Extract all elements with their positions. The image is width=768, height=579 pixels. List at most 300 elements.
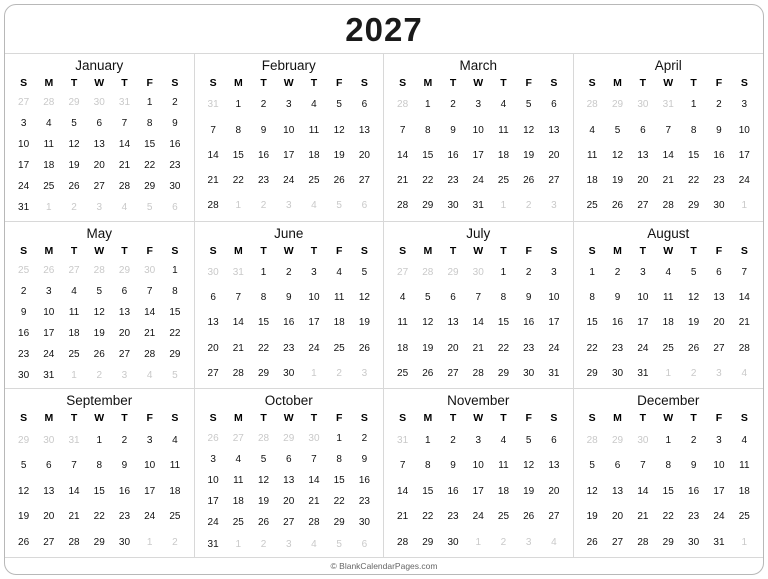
weekday-header: S — [209, 76, 217, 89]
day-cell: 24 — [43, 349, 55, 361]
day-cell-adjacent-month: 30 — [472, 267, 484, 278]
day-cell-adjacent-month: 5 — [146, 202, 153, 214]
day-cell: 19 — [523, 485, 535, 497]
day-cell-adjacent-month: 30 — [308, 432, 320, 444]
day-cell: 16 — [611, 317, 624, 329]
day-cell: 18 — [738, 485, 750, 497]
day-cell: 24 — [637, 342, 649, 354]
weekday-header: S — [20, 76, 28, 89]
day-cell: 12 — [358, 292, 370, 304]
day-cell: 25 — [333, 342, 345, 354]
weekday-header: T — [121, 76, 128, 89]
footer — [5, 557, 763, 574]
week-row — [201, 470, 378, 491]
day-cell: 10 — [472, 460, 484, 472]
day-cell: 27 — [43, 536, 55, 548]
day-cell-adjacent-month: 1 — [311, 367, 317, 379]
day-cell-adjacent-month: 4 — [146, 370, 153, 382]
day-cell: 9 — [525, 292, 532, 304]
day-cell: 6 — [551, 434, 557, 446]
weekday-header: W — [473, 412, 484, 425]
day-cell: 17 — [18, 160, 30, 172]
weekday-header: M — [423, 76, 433, 89]
day-cell-adjacent-month: 6 — [361, 538, 368, 550]
day-cell: 19 — [257, 496, 270, 508]
week-row — [11, 530, 188, 555]
day-cell: 17 — [637, 317, 649, 329]
day-cell: 18 — [662, 317, 674, 329]
weekday-header: S — [740, 244, 748, 257]
day-cell: 20 — [43, 511, 55, 523]
day-cell: 11 — [233, 475, 244, 487]
week-row — [11, 281, 188, 302]
week-row — [390, 143, 567, 168]
day-cell: 29 — [422, 536, 434, 548]
week-rows — [11, 92, 188, 218]
day-cell: 13 — [548, 124, 560, 136]
day-cell: 20 — [283, 496, 295, 508]
day-cell-adjacent-month: 2 — [260, 200, 267, 212]
weekday-header: S — [20, 412, 28, 425]
weekday-header: S — [171, 412, 179, 425]
day-cell: 3 — [741, 99, 748, 111]
day-cell: 8 — [425, 460, 431, 472]
day-cell: 24 — [472, 511, 484, 523]
week-row — [580, 92, 758, 117]
day-cell: 5 — [614, 124, 621, 136]
weekday-header: T — [310, 76, 318, 89]
day-cell: 25 — [232, 517, 244, 529]
weekday-header: W — [663, 244, 674, 257]
weekday-header: M — [423, 244, 433, 257]
day-cell: 15 — [232, 149, 244, 161]
week-row — [11, 323, 188, 344]
day-cell: 19 — [586, 511, 598, 523]
week-row — [390, 336, 567, 361]
week-row — [11, 453, 188, 478]
day-cell: 19 — [422, 342, 434, 354]
day-cell: 15 — [169, 306, 181, 318]
day-cell: 14 — [232, 317, 244, 329]
day-cell: 16 — [18, 328, 30, 339]
day-cell: 21 — [68, 511, 80, 523]
weekday-header: T — [70, 244, 78, 257]
day-cell: 17 — [308, 317, 320, 329]
day-cell: 30 — [358, 517, 370, 529]
day-cell-adjacent-month: 27 — [397, 267, 409, 278]
day-cell: 18 — [232, 496, 244, 508]
day-cell-adjacent-month: 29 — [68, 97, 80, 109]
day-cell: 26 — [333, 175, 345, 187]
month-cell-june — [195, 222, 385, 390]
day-cell: 24 — [144, 511, 156, 523]
week-row — [201, 285, 378, 310]
day-cell: 3 — [551, 267, 557, 278]
day-cell: 19 — [358, 317, 370, 329]
day-cell: 31 — [43, 370, 55, 382]
week-row — [11, 92, 188, 113]
day-cell: 7 — [235, 292, 242, 304]
day-cell: 10 — [43, 306, 55, 318]
day-cell: 25 — [169, 511, 181, 523]
day-cell: 6 — [46, 460, 52, 472]
week-row — [390, 530, 567, 555]
day-cell-adjacent-month: 2 — [172, 536, 178, 548]
day-cell: 28 — [308, 517, 320, 529]
weekday-header: S — [550, 244, 558, 257]
day-cell: 5 — [361, 267, 368, 278]
day-cell: 16 — [169, 139, 181, 151]
day-cell: 4 — [311, 99, 317, 111]
day-cell-adjacent-month: 30 — [43, 434, 55, 446]
month-title: August — [647, 225, 690, 241]
day-cell: 19 — [333, 149, 345, 161]
day-cell: 24 — [472, 175, 484, 187]
weekday-header: M — [613, 244, 622, 257]
weekday-header: M — [233, 76, 243, 89]
weekday-header: F — [335, 412, 343, 425]
week-row — [11, 365, 188, 386]
day-cell: 29 — [93, 536, 105, 548]
day-cell: 16 — [523, 317, 535, 329]
weekday-header: W — [663, 412, 674, 425]
day-cell: 4 — [589, 124, 595, 136]
week-row — [390, 361, 567, 386]
week-row — [390, 311, 567, 336]
day-cell: 23 — [169, 160, 181, 172]
week-row — [580, 428, 758, 453]
week-row — [390, 168, 567, 193]
weekday-header: T — [70, 76, 78, 89]
weekday-header-row — [580, 245, 758, 259]
day-cell-adjacent-month: 3 — [121, 370, 128, 382]
weekday-header: T — [500, 76, 507, 89]
day-cell-adjacent-month: 1 — [475, 536, 482, 548]
day-cell-adjacent-month: 31 — [207, 99, 219, 111]
day-cell-adjacent-month: 29 — [447, 267, 459, 278]
day-cell: 13 — [713, 292, 725, 304]
day-cell-adjacent-month: 25 — [18, 264, 30, 276]
day-cell: 18 — [497, 149, 510, 161]
day-cell: 16 — [358, 475, 370, 487]
weekday-header-row — [201, 412, 378, 426]
day-cell: 4 — [172, 434, 178, 446]
day-cell: 6 — [361, 99, 368, 111]
weekday-header: F — [146, 412, 153, 425]
day-cell: 24 — [548, 342, 560, 354]
day-cell-adjacent-month: 30 — [637, 434, 649, 446]
week-row — [390, 193, 567, 218]
day-cell: 19 — [688, 317, 700, 329]
day-cell: 14 — [637, 485, 649, 497]
day-cell: 11 — [169, 460, 181, 472]
day-cell: 4 — [500, 434, 507, 446]
day-cell: 4 — [500, 99, 507, 111]
day-cell: 18 — [333, 317, 345, 329]
day-cell: 4 — [46, 118, 52, 130]
day-cell: 16 — [283, 317, 295, 329]
day-cell-adjacent-month: 29 — [118, 264, 131, 276]
day-cell: 3 — [311, 267, 317, 278]
day-cell: 28 — [472, 367, 484, 379]
day-cell: 3 — [285, 99, 292, 111]
day-cell: 26 — [422, 367, 434, 379]
day-cell: 7 — [121, 118, 128, 130]
day-cell: 2 — [690, 434, 697, 446]
day-cell: 27 — [548, 175, 560, 187]
weekday-header: T — [690, 244, 697, 257]
month-cell-november — [384, 389, 574, 557]
day-cell: 9 — [614, 292, 621, 304]
day-cell: 10 — [548, 292, 560, 304]
day-cell: 21 — [144, 328, 156, 339]
week-rows — [11, 260, 188, 386]
day-cell: 17 — [207, 496, 219, 508]
weekday-header: F — [525, 76, 532, 89]
week-row — [201, 336, 378, 361]
day-cell: 1 — [500, 267, 507, 278]
weekday-header: S — [360, 412, 368, 425]
footer-credit: © BlankCalendarPages.com — [330, 560, 438, 571]
weekday-header: T — [449, 76, 457, 89]
week-row — [11, 260, 188, 281]
day-cell-adjacent-month: 3 — [285, 200, 292, 212]
week-row — [390, 260, 567, 285]
day-cell: 24 — [18, 181, 30, 193]
weekday-header: S — [550, 412, 558, 425]
day-cell: 15 — [422, 485, 434, 497]
month-cell-october — [195, 389, 385, 557]
day-cell-adjacent-month: 5 — [336, 538, 342, 550]
day-cell-adjacent-month: 3 — [361, 367, 368, 379]
day-cell: 14 — [207, 149, 219, 161]
weekday-header: T — [121, 412, 128, 425]
day-cell-adjacent-month: 26 — [43, 264, 55, 276]
week-row — [580, 168, 758, 193]
day-cell-adjacent-month: 28 — [397, 99, 409, 111]
day-cell: 23 — [713, 175, 725, 187]
day-cell: 29 — [662, 536, 674, 548]
weekday-header: S — [209, 244, 217, 257]
day-cell: 23 — [118, 511, 131, 523]
day-cell: 18 — [397, 342, 409, 354]
day-cell: 17 — [548, 317, 560, 329]
day-cell-adjacent-month: 30 — [93, 97, 105, 109]
day-cell: 13 — [283, 475, 295, 487]
weekday-header-row — [390, 412, 567, 426]
weekday-header: T — [121, 244, 128, 257]
weekday-header: W — [283, 76, 294, 89]
day-cell: 6 — [551, 99, 557, 111]
day-cell: 27 — [358, 175, 370, 187]
day-cell: 23 — [18, 349, 30, 361]
day-cell: 22 — [497, 342, 510, 354]
week-row — [11, 114, 188, 135]
month-cell-september — [5, 389, 195, 557]
day-cell-adjacent-month: 28 — [586, 434, 598, 446]
month-title: April — [654, 58, 682, 73]
weekday-header: W — [473, 76, 484, 89]
day-cell-adjacent-month: 4 — [741, 367, 748, 379]
day-cell: 25 — [43, 181, 55, 193]
day-cell: 7 — [665, 124, 672, 136]
day-cell-adjacent-month: 2 — [500, 536, 507, 548]
day-cell: 18 — [43, 160, 55, 172]
day-cell: 4 — [235, 453, 242, 465]
day-cell: 1 — [96, 434, 103, 446]
day-cell: 18 — [169, 485, 181, 497]
day-cell: 22 — [422, 175, 434, 187]
day-cell: 27 — [637, 200, 649, 212]
day-cell-adjacent-month: 2 — [690, 367, 697, 379]
day-cell: 1 — [425, 434, 431, 446]
day-cell: 13 — [118, 306, 131, 318]
day-cell: 16 — [257, 149, 270, 161]
day-cell: 14 — [308, 475, 320, 487]
weekday-header: F — [715, 244, 723, 257]
day-cell-adjacent-month: 29 — [18, 434, 30, 446]
week-row — [580, 530, 758, 555]
day-cell: 16 — [713, 149, 725, 161]
day-cell: 2 — [450, 99, 456, 111]
day-cell: 29 — [497, 367, 510, 379]
day-cell: 3 — [475, 99, 482, 111]
day-cell: 29 — [169, 349, 181, 361]
day-cell: 29 — [257, 367, 270, 379]
day-cell: 14 — [397, 485, 409, 497]
weekday-header-row — [201, 77, 378, 91]
day-cell: 7 — [399, 460, 406, 472]
weekday-header: W — [283, 244, 294, 257]
day-cell: 2 — [121, 434, 128, 446]
day-cell: 23 — [447, 175, 459, 187]
day-cell: 2 — [614, 267, 621, 278]
weekday-header: M — [44, 412, 54, 425]
weekday-header: T — [70, 412, 78, 425]
day-cell: 1 — [336, 432, 342, 444]
weekday-header: S — [171, 76, 179, 89]
weekday-header: S — [740, 76, 748, 89]
week-row — [580, 260, 758, 285]
day-cell: 3 — [475, 434, 482, 446]
day-cell: 31 — [472, 200, 484, 212]
weekday-header: T — [690, 412, 697, 425]
day-cell: 8 — [665, 460, 672, 472]
day-cell: 12 — [523, 460, 535, 472]
week-rows — [580, 260, 758, 386]
weekday-header: F — [335, 76, 343, 89]
weekday-header: T — [500, 412, 507, 425]
day-cell: 29 — [586, 367, 598, 379]
day-cell: 9 — [20, 306, 27, 318]
weekday-header: S — [588, 76, 596, 89]
weekday-header: S — [588, 244, 596, 257]
day-cell: 21 — [207, 175, 219, 187]
day-cell: 22 — [93, 511, 105, 523]
day-cell: 13 — [611, 485, 624, 497]
day-cell: 20 — [548, 485, 560, 497]
day-cell: 19 — [611, 175, 624, 187]
weekday-header: W — [473, 244, 484, 257]
day-cell-adjacent-month: 31 — [68, 434, 80, 446]
weekday-header: S — [360, 76, 368, 89]
day-cell: 12 — [18, 485, 30, 497]
day-cell: 13 — [358, 124, 370, 136]
day-cell: 13 — [93, 139, 105, 151]
day-cell-adjacent-month: 1 — [235, 200, 242, 212]
weekday-header: M — [233, 244, 243, 257]
day-cell: 5 — [589, 460, 595, 472]
year-header — [5, 5, 763, 54]
weekday-header: T — [449, 412, 457, 425]
week-row — [580, 361, 758, 386]
day-cell: 31 — [207, 538, 219, 550]
day-cell-adjacent-month: 4 — [311, 538, 317, 550]
day-cell: 6 — [640, 124, 646, 136]
week-rows — [390, 428, 567, 555]
month-cell-february — [195, 54, 385, 222]
day-cell: 21 — [118, 160, 131, 172]
day-cell-adjacent-month: 6 — [172, 202, 178, 214]
day-cell: 17 — [283, 149, 295, 161]
day-cell: 15 — [257, 317, 270, 329]
day-cell: 6 — [450, 292, 456, 304]
month-title: March — [459, 58, 497, 73]
day-cell-adjacent-month: 29 — [283, 432, 295, 444]
week-row — [580, 453, 758, 478]
day-cell: 10 — [738, 124, 750, 136]
day-cell: 19 — [523, 149, 535, 161]
day-cell: 29 — [333, 517, 345, 529]
day-cell: 24 — [713, 511, 725, 523]
day-cell: 30 — [713, 200, 725, 212]
week-row — [580, 193, 758, 218]
day-cell: 21 — [738, 317, 750, 329]
day-cell: 29 — [688, 200, 700, 212]
day-cell: 6 — [121, 285, 128, 297]
weekday-header: F — [525, 412, 532, 425]
day-cell: 23 — [447, 511, 459, 523]
week-row — [580, 285, 758, 310]
day-cell: 28 — [738, 342, 750, 354]
day-cell: 1 — [589, 267, 595, 278]
day-cell: 11 — [498, 124, 509, 136]
day-cell: 10 — [144, 460, 156, 472]
day-cell: 8 — [500, 292, 507, 304]
month-title: January — [75, 58, 124, 73]
day-cell: 6 — [96, 118, 103, 130]
day-cell: 27 — [207, 367, 219, 379]
day-cell: 2 — [172, 97, 178, 109]
day-cell-adjacent-month: 30 — [144, 264, 156, 276]
day-cell: 10 — [308, 292, 320, 304]
weekday-header: S — [399, 412, 407, 425]
week-row — [201, 193, 378, 218]
week-row — [580, 118, 758, 143]
day-cell-adjacent-month: 1 — [500, 200, 507, 212]
day-cell-adjacent-month: 4 — [551, 536, 557, 548]
day-cell: 7 — [311, 453, 317, 465]
day-cell: 27 — [283, 517, 295, 529]
day-cell: 30 — [283, 367, 295, 379]
day-cell: 23 — [358, 496, 370, 508]
day-cell: 15 — [662, 485, 674, 497]
month-cell-july — [384, 222, 574, 390]
day-cell: 14 — [68, 485, 80, 497]
day-cell: 24 — [207, 517, 219, 529]
month-title: February — [261, 58, 316, 73]
day-cell: 31 — [18, 202, 30, 214]
